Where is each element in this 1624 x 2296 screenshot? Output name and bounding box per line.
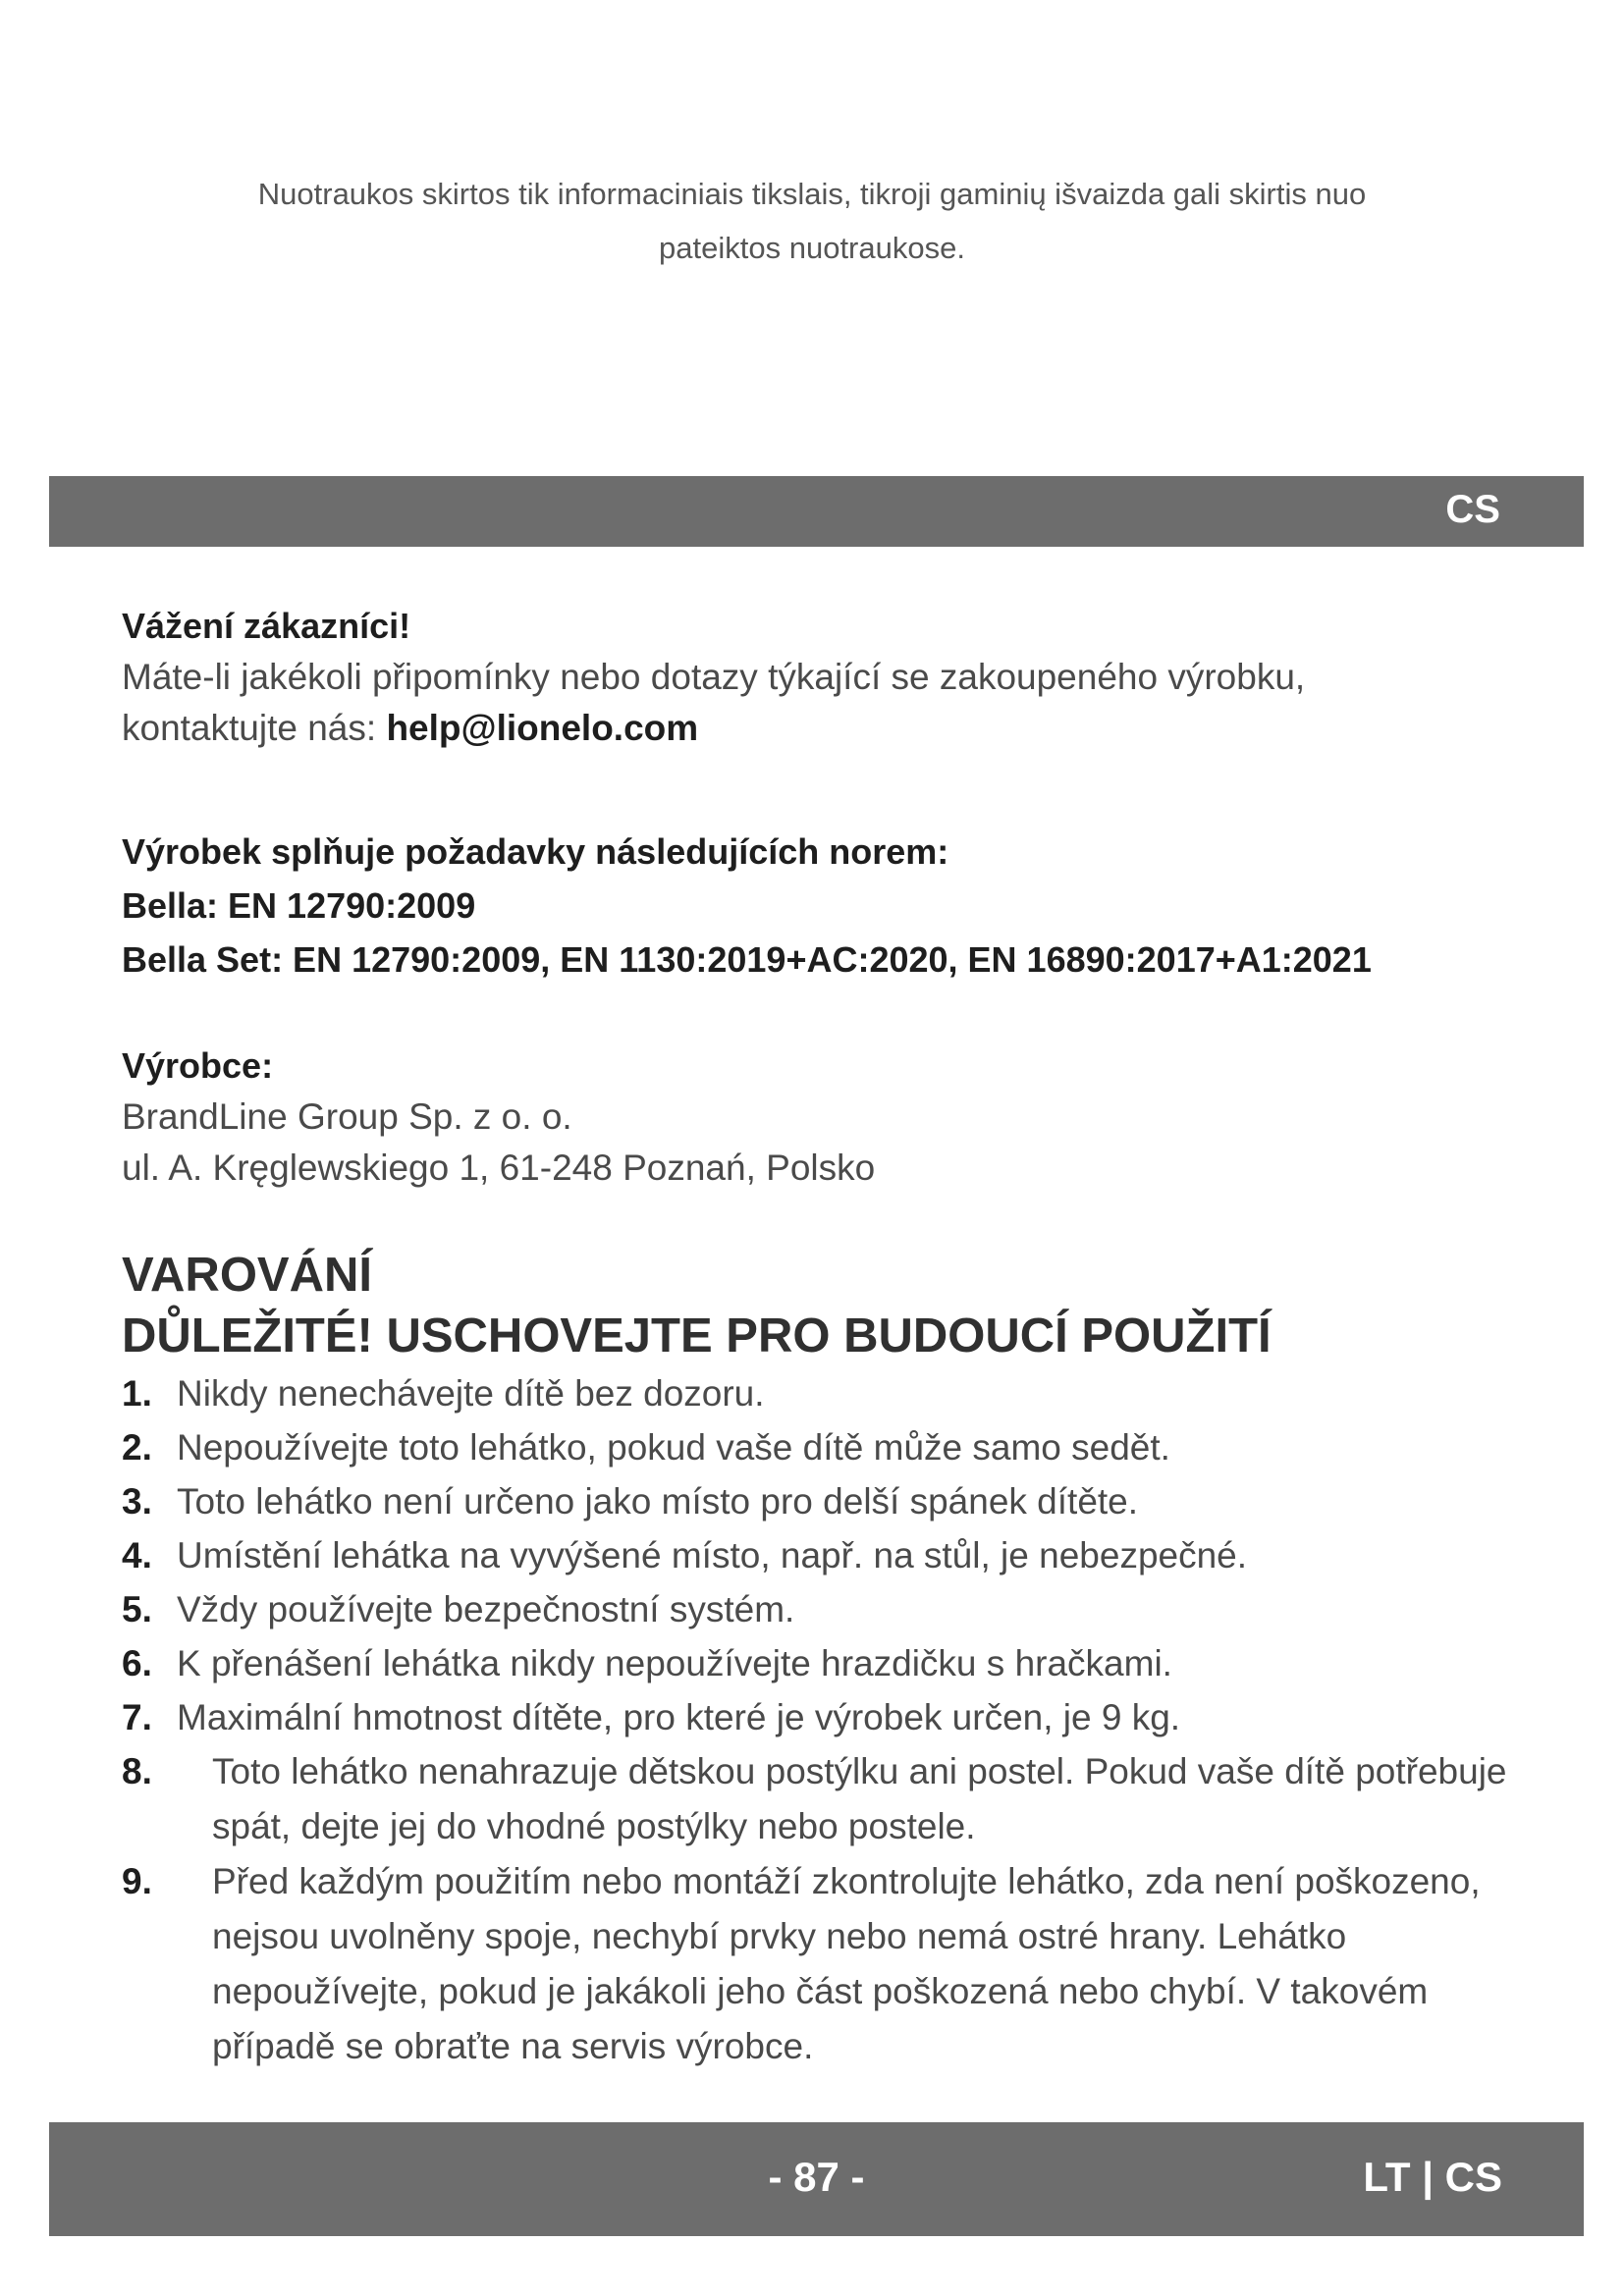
warning-item xyxy=(122,1636,1526,1690)
manufacturer-name: BrandLine Group Sp. z o. o. xyxy=(122,1096,572,1137)
email-link[interactable]: help@lionelo.com xyxy=(386,708,699,748)
item-text: Umístění lehátka na vyvýšené místo, např. na stůl, je nebezpečné. xyxy=(177,1535,1248,1575)
manufacturer-heading: Výrobce: xyxy=(122,1045,274,1086)
item-number: 8. xyxy=(122,1751,152,1791)
item-text: Toto lehátko není určeno jako místo pro delší spánek dítěte. xyxy=(177,1481,1139,1522)
contact-section xyxy=(122,601,1526,754)
item-number: 1. xyxy=(122,1373,152,1414)
item-text: Vždy používejte bezpečnostní systém. xyxy=(177,1589,795,1629)
disclaimer xyxy=(157,167,1467,275)
item-number: 3. xyxy=(122,1481,152,1522)
item-number: 2. xyxy=(122,1427,152,1468)
item-number: 7. xyxy=(122,1697,152,1737)
warning-list xyxy=(122,1366,1526,2074)
contact-line-2 xyxy=(122,703,1526,754)
disclaimer-line-1: Nuotraukos skirtos tik informaciniais tikslais, tikroji gaminių išvaizda gali skirtis nuo xyxy=(257,177,1367,211)
warning-item xyxy=(122,1366,1526,1420)
disclaimer-line-2: pateiktos nuotraukose. xyxy=(659,231,965,265)
page-number: - 87 - xyxy=(768,2154,865,2200)
language-code: CS xyxy=(1445,488,1500,531)
warning-item xyxy=(122,1582,1526,1636)
warning-item xyxy=(122,1744,1526,1854)
item-number: 9. xyxy=(122,1861,152,1901)
item-number: 5. xyxy=(122,1589,152,1629)
contact-prefix: kontaktujte nás: xyxy=(122,708,387,748)
footer-bar xyxy=(49,2122,1584,2236)
contact-heading: Vážení zákazníci! xyxy=(122,606,411,646)
warning-item xyxy=(122,1420,1526,1474)
manufacturer-address: ul. A. Kręglewskiego 1, 61-248 Poznań, Polsko xyxy=(122,1148,876,1188)
item-text: Toto lehátko nenahrazuje dětskou postýlku ani postel. Pokud vaše dítě potřebuje spát, dejte jej do vhodné postýlky nebo postele. xyxy=(212,1751,1507,1846)
item-text: Maximální hmotnost dítěte, pro které je výrobek určen, je 9 kg. xyxy=(177,1697,1181,1737)
item-text: Nikdy nenechávejte dítě bez dozoru. xyxy=(177,1373,765,1414)
item-number: 4. xyxy=(122,1535,152,1575)
item-text: Nepoužívejte toto lehátko, pokud vaše dítě může samo sedět. xyxy=(177,1427,1170,1468)
standards-heading: Výrobek splňuje požadavky následujících norem: xyxy=(122,831,949,872)
warning-title-line-1: VAROVÁNÍ xyxy=(122,1249,373,1302)
contact-line-1: Máte-li jakékoli připomínky nebo dotazy týkající se zakoupeného výrobku, xyxy=(122,657,1306,697)
item-text: K přenášení lehátka nikdy nepoužívejte hrazdičku s hračkami. xyxy=(177,1643,1172,1683)
standard-bella: Bella: EN 12790:2009 xyxy=(122,885,476,926)
manufacturer-section xyxy=(122,1041,1526,1194)
item-text: Před každým použitím nebo montáží zkontrolujte lehátko, zda není poškozeno, nejsou uvolněny spoje, nechybí prvky nebo nemá ostré hrany. Lehátko nepoužívejte, pokud je jakákoli jeho část poškozená nebo chybí. V takovém případě se obraťte na servis výrobce. xyxy=(212,1861,1481,2066)
item-number: 6. xyxy=(122,1643,152,1683)
warning-title xyxy=(122,1245,1272,1366)
warning-item xyxy=(122,1690,1526,1744)
standard-bella-set: Bella Set: EN 12790:2009, EN 1130:2019+AC:2020, EN 16890:2017+A1:2021 xyxy=(122,939,1372,980)
warning-title-line-2: DŮLEŽITÉ! USCHOVEJTE PRO BUDOUCÍ POUŽITÍ xyxy=(122,1309,1272,1362)
warning-item xyxy=(122,1474,1526,1528)
warning-item xyxy=(122,1528,1526,1582)
standards-section xyxy=(122,825,1526,987)
language-pair: LT | CS xyxy=(1363,2154,1502,2200)
language-header-bar xyxy=(49,476,1584,547)
warning-item xyxy=(122,1854,1526,2074)
